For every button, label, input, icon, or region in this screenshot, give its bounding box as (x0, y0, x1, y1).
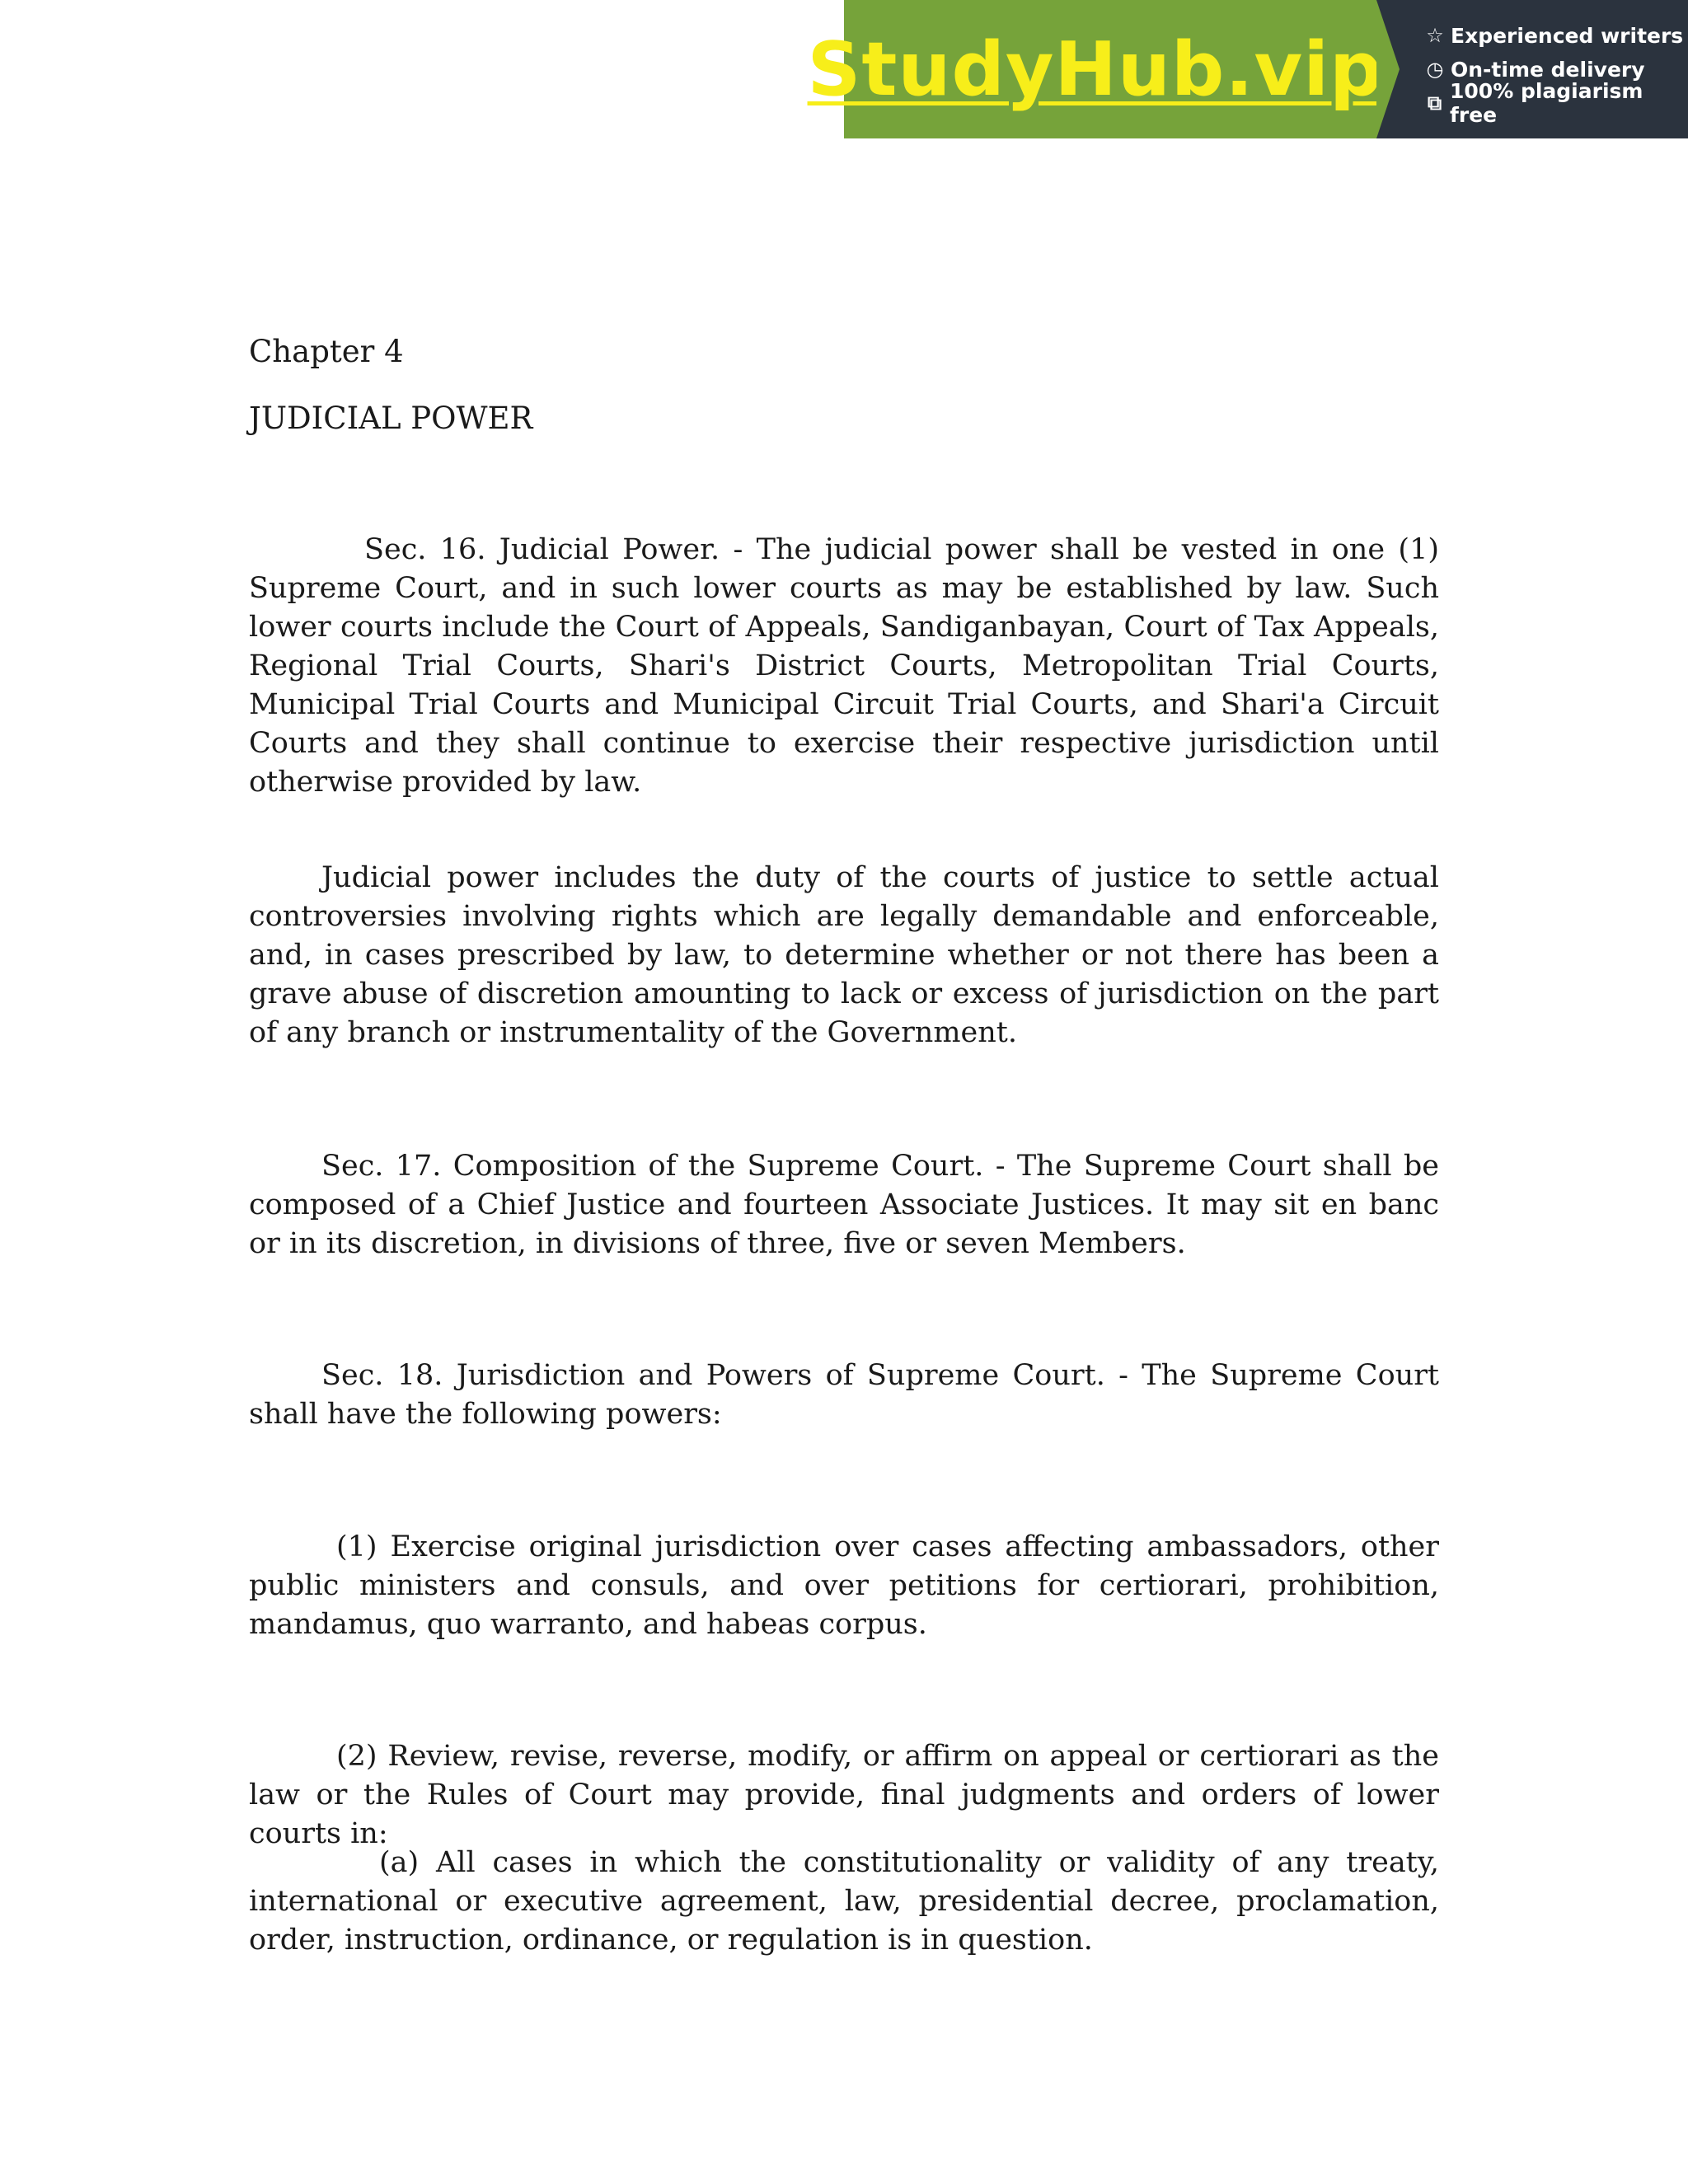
paragraph-sec-18: Sec. 18. Jurisdiction and Powers of Supreme Court. - The Supreme Court shall have the following powers: (249, 1359, 1439, 1431)
paragraph-power-2: (2) Review, revise, reverse, modify, or affirm on appeal or certiorari as the law or the Rules of Court may provide, final judgments and orders of lower courts in: (249, 1740, 1439, 1850)
copy-icon: ⧉ (1427, 91, 1442, 115)
paragraph-judicial-power: Judicial power includes the duty of the courts of justice to settle actual controversies involving rights which are legally demandable and enforceable, and, in cases prescribed by law, to determine whether or not there has been a grave abuse of discretion amounting to lack or excess of jurisdiction on the part of any branch or instrumentality of the Government. (249, 861, 1439, 1049)
clock-icon: ◷ (1426, 58, 1444, 81)
feature-label: On-time delivery (1451, 57, 1645, 82)
paragraph-sec-16: Sec. 16. Judicial Power. - The judicial power shall be vested in one (1) Supreme Court, and in such lower courts as may be established by law. Such lower courts include the Court of Appeals, Sandiganbayan, Court of Tax Appeals, Regional Trial Courts, Shari's District Courts, Metropolitan Trial Courts, Municipal Trial Courts and Municipal Circuit Trial Courts, and Shari'a Circuit Courts and they shall continue to exercise their respective jurisdiction until otherwise provided by law. (249, 533, 1439, 799)
feature-experienced-writers (1424, 19, 1688, 53)
chapter-title: JUDICIAL POWER (249, 401, 533, 436)
brand-name: StudyHub.vip (807, 26, 1384, 113)
paragraph-power-1: (1) Exercise original jurisdiction over cases affecting ambassadors, other public ministers and consuls, and over petitions for certiorari, prohibition, mandamus, quo warranto, and habeas corpus. (249, 1530, 1439, 1641)
feature-plagiarism-free (1424, 79, 1688, 127)
feature-label: Experienced writers (1451, 23, 1684, 48)
paragraph-power-2a: (a) All cases in which the constitutionality or validity of any treaty, international or executive agreement, law, presidential decree, proclamation, order, instruction, ordinance, or regulation is in question. (249, 1846, 1439, 1957)
banner-arrow-shape (1376, 0, 1400, 138)
brand-logo[interactable] (807, 0, 1384, 138)
star-icon: ☆ (1426, 24, 1444, 47)
chapter-label: Chapter 4 (249, 334, 404, 369)
feature-label: 100% plagiarism free (1450, 79, 1643, 127)
paragraph-sec-17: Sec. 17. Composition of the Supreme Court. - The Supreme Court shall be composed of a Chief Justice and fourteen Associate Justices. It may sit en banc or in its discretion, in divisions of three, five or seven Members. (249, 1150, 1439, 1260)
banner-features (1376, 0, 1688, 138)
studyhub-banner[interactable] (807, 0, 1688, 138)
